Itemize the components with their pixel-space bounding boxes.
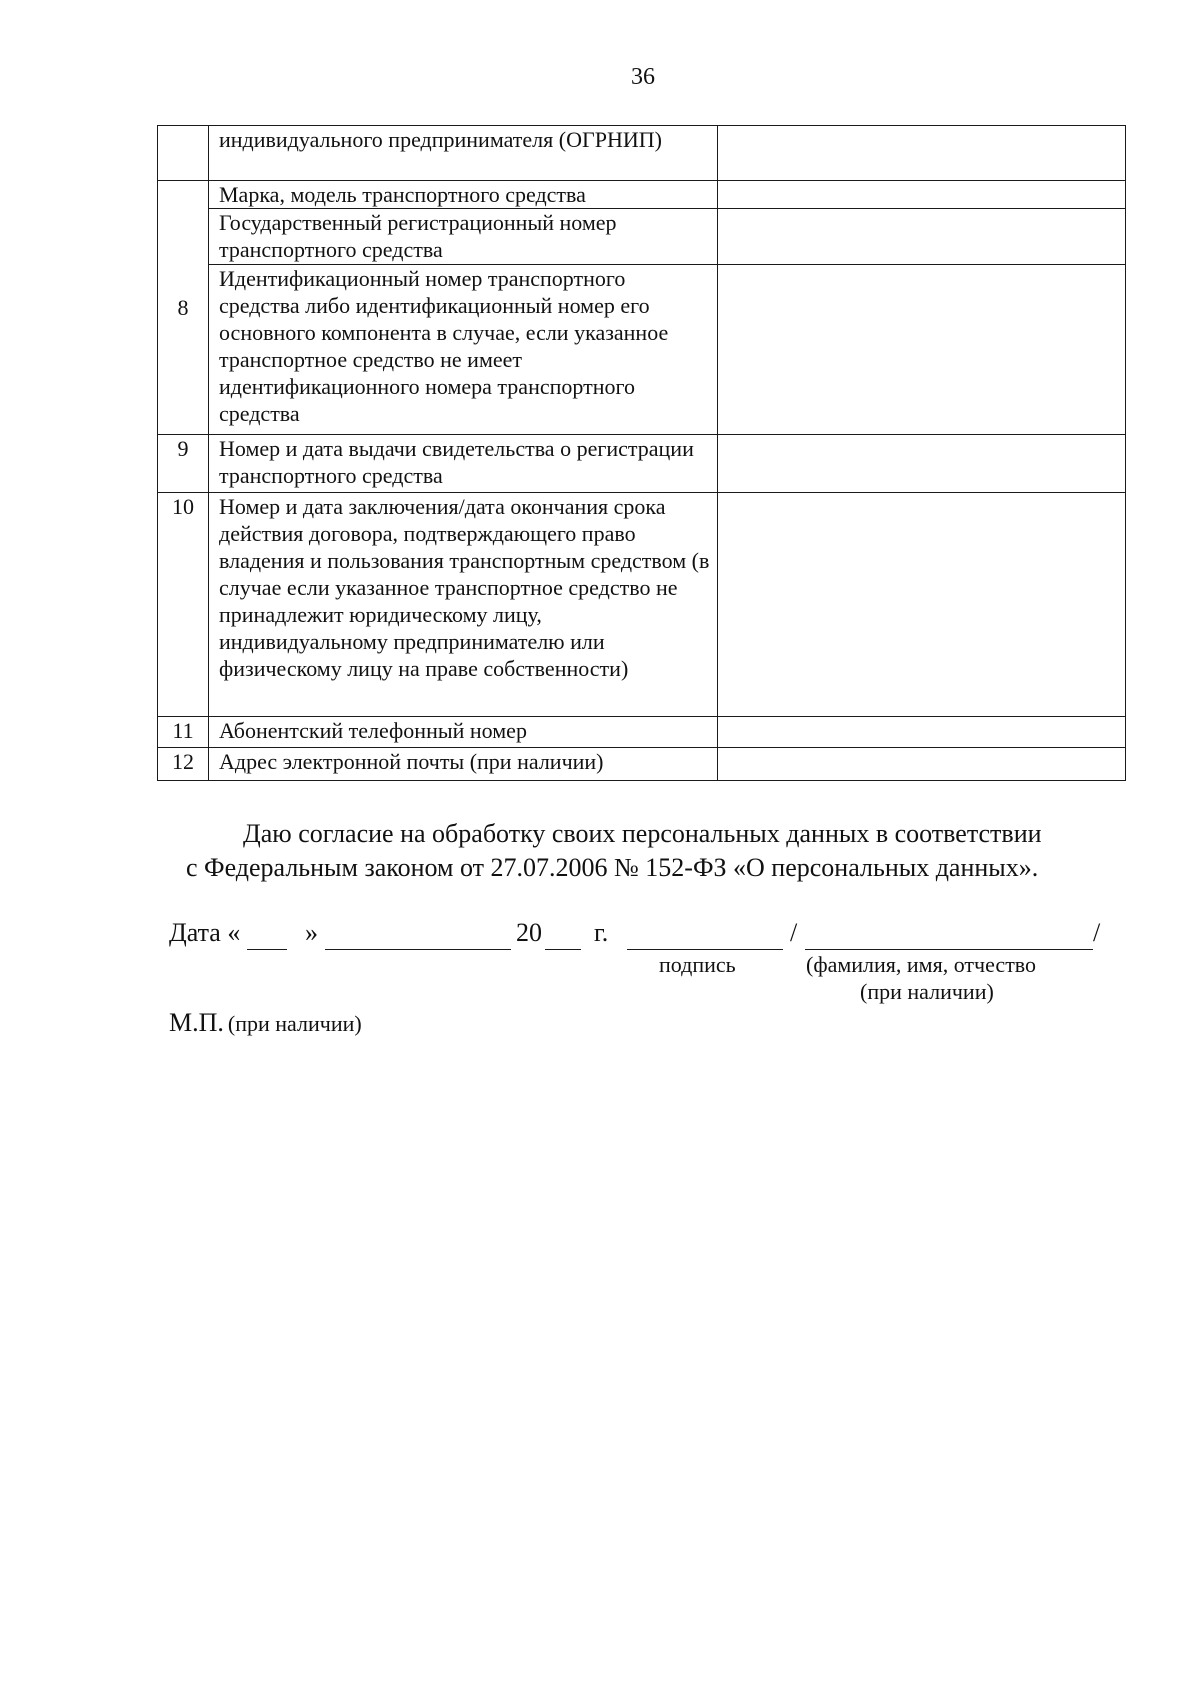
- table-row: [158, 717, 1126, 748]
- table-row: [158, 209, 1126, 265]
- full-name-blank-field[interactable]: [805, 948, 1093, 950]
- row-value-field[interactable]: [718, 435, 1126, 493]
- table-row: [158, 126, 1126, 181]
- row-value-field[interactable]: [718, 209, 1126, 265]
- date-label: Дата «: [169, 918, 241, 947]
- row-value-field[interactable]: [718, 748, 1126, 781]
- slash-separator: /: [1093, 918, 1101, 947]
- slash-separator: /: [790, 918, 798, 947]
- page-number: 36: [631, 64, 655, 90]
- row-label: Адрес электронной почты (при наличии): [209, 748, 718, 781]
- consent-line-1: Даю согласие на обработку своих персональных данных в соответствии: [243, 819, 1042, 848]
- stamp-placeholder: [169, 1008, 362, 1038]
- consent-line-2: с Федеральным законом от 27.07.2006 № 152-ФЗ «О персональных данных».: [186, 853, 1039, 882]
- row-label: Номер и дата заключения/дата окончания срока действия договора, подтверждающего право владения и пользования транспортным средством (в случае если указанное транспортное средство не принадлежит юридическому лицу, индивидуальному предпринимателю или физическому лицу на праве собственности): [209, 493, 718, 717]
- stamp-label: М.П.: [169, 1008, 224, 1037]
- signature-blank-field[interactable]: [627, 948, 783, 950]
- row-label: Марка, модель транспортного средства: [209, 181, 718, 209]
- row-value-field[interactable]: [718, 493, 1126, 717]
- vehicle-data-table: [157, 125, 1126, 781]
- month-blank-field[interactable]: [325, 948, 511, 950]
- year-suffix: г.: [594, 918, 609, 947]
- row-number: 9: [158, 435, 209, 493]
- table-row: [158, 265, 1126, 435]
- row-number: 10: [158, 493, 209, 717]
- year-blank-field[interactable]: [545, 948, 581, 950]
- row-value-field[interactable]: [718, 717, 1126, 748]
- stamp-note: (при наличии): [227, 1011, 362, 1036]
- row-label: индивидуального предпринимателя (ОГРНИП): [209, 126, 718, 181]
- row-value-field[interactable]: [718, 265, 1126, 435]
- row-number: [158, 126, 209, 181]
- table-row: [158, 748, 1126, 781]
- table-row: [158, 181, 1126, 209]
- date-quote-close: »: [305, 918, 318, 947]
- year-prefix: 20: [516, 918, 542, 947]
- row-label: Абонентский телефонный номер: [209, 717, 718, 748]
- full-name-caption-note: (при наличии): [860, 979, 994, 1004]
- signature-date-row: [169, 918, 1129, 954]
- full-name-caption: (фамилия, имя, отчество: [806, 952, 1037, 977]
- day-blank-field[interactable]: [247, 948, 287, 950]
- row-value-field[interactable]: [718, 126, 1126, 181]
- row-label: Государственный регистрационный номер транспортного средства: [209, 209, 718, 265]
- consent-statement: [186, 819, 1126, 883]
- row-value-field[interactable]: [718, 181, 1126, 209]
- row-label: Номер и дата выдачи свидетельства о регистрации транспортного средства: [209, 435, 718, 493]
- table-row: [158, 435, 1126, 493]
- row-label: Идентификационный номер транспортного средства либо идентификационный номер его основного компонента в случае, если указанное транспортное средство не имеет идентификационного номера транспортного средства: [209, 265, 718, 435]
- signature-caption: подпись: [659, 952, 736, 977]
- row-number: 8: [158, 181, 209, 435]
- row-number: 11: [158, 717, 209, 748]
- row-number: 12: [158, 748, 209, 781]
- table-row: [158, 493, 1126, 717]
